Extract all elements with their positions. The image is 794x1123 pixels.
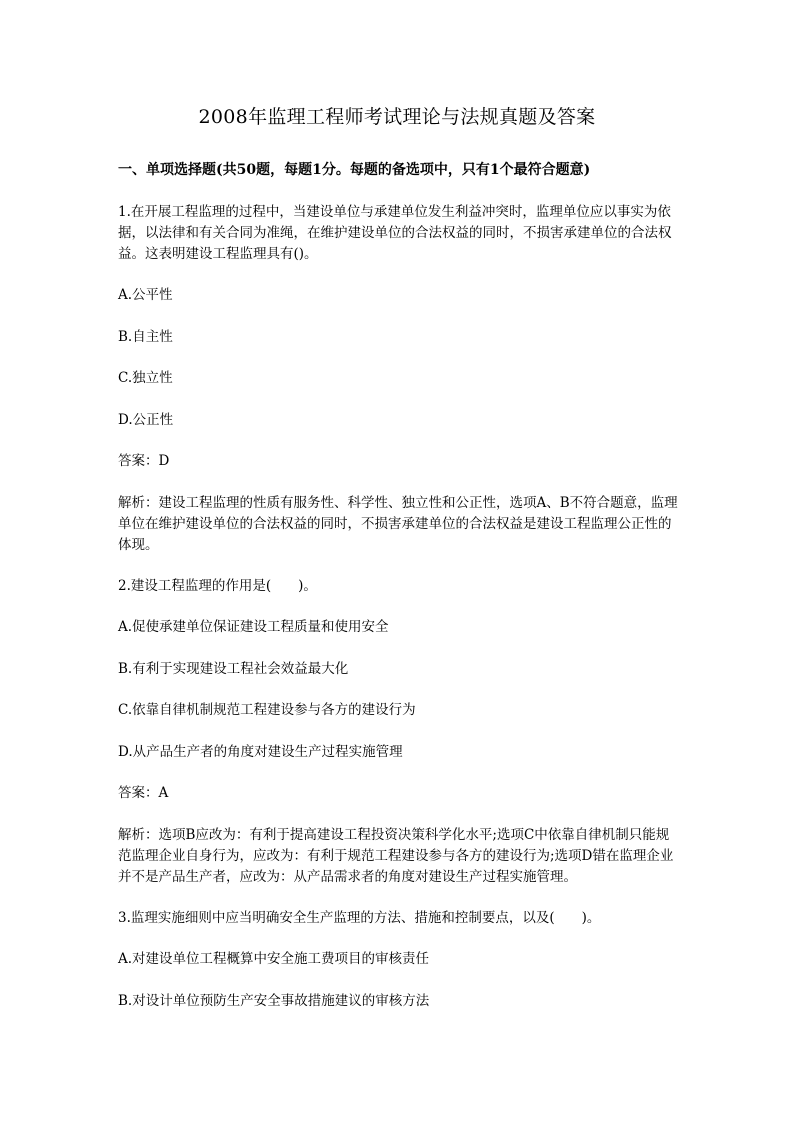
question-1-option-d: D.公正性 [118,412,174,428]
question-3-option-a: A.对建设单位工程概算中安全施工费项目的审核责任 [118,951,430,967]
question-2-option-c: C.依靠自律机制规范工程建设参与各方的建设行为 [118,702,416,718]
section-heading: 一、单项选择题(共50题，每题1分。每题的备选项中，只有1个最符合题意) [118,162,591,178]
question-3-stem: 3.监理实施细则中应当明确安全生产监理的方法、措施和控制要点，以及( )。 [118,910,601,926]
question-2-stem: 2.建设工程监理的作用是( )。 [118,578,317,594]
question-1-answer: 答案：D [118,453,170,469]
question-2-option-a: A.促使承建单位保证建设工程质量和使用安全 [118,619,389,635]
question-1-stem: 1.在开展工程监理的过程中，当建设单位与承建单位发生利益冲突时，监理单位应以事实为依据，以法律和有关合同为准绳，在维护建设单位的合法权益的同时，不损害承建单位的合法权益。这表明建设工程监理具有()。 [118,204,672,262]
question-1-analysis: 解析：建设工程监理的性质有服务性、科学性、独立性和公正性，选项A、B不符合题意，监理单位在维护建设单位的合法权益的同时，不损害承建单位的合法权益是建设工程监理公正性的体现。 [118,495,678,553]
document-title: 2008年监理工程师考试理论与法规真题及答案 [198,106,596,128]
question-2-option-d: D.从产品生产者的角度对建设生产过程实施管理 [118,744,403,760]
question-1-option-c: C.独立性 [118,370,173,386]
question-1-option-a: A.公平性 [118,287,173,303]
question-3-option-b: B.对设计单位预防生产安全事故措施建议的审核方法 [118,993,430,1009]
question-2-analysis: 解析：选项B应改为：有利于提高建设工程投资决策科学化水平;选项C中依靠自律机制只能规范监理企业自身行为，应改为：有利于规范工程建设参与各方的建设行为;选项D错在监理企业并不是产品生产者，应改为：从产品需求者的角度对建设生产过程实施管理。 [118,827,674,885]
question-2-answer: 答案：A [118,785,169,801]
question-2-option-b: B.有利于实现建设工程社会效益最大化 [118,661,349,677]
question-1-option-b: B.自主性 [118,329,173,345]
